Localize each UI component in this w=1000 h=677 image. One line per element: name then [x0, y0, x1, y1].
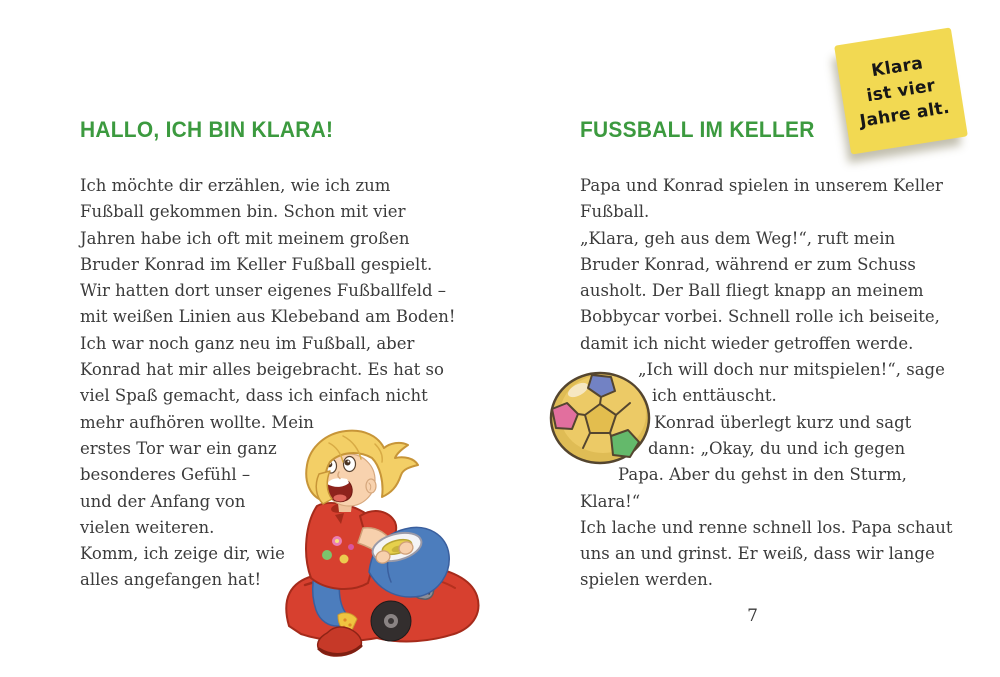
- shirt-flower-yellow: [340, 555, 349, 564]
- body-line: Bruder Konrad im Keller Fußball gespielt.: [80, 254, 433, 274]
- body-line: alles angefangen hat!: [80, 570, 262, 590]
- body-line: Papa. Aber du gehst in den Sturm,: [618, 465, 907, 485]
- body-line: Bobbycar vorbei. Schnell rolle ich beiseite,: [580, 307, 940, 327]
- body-line: mehr aufhören wollte. Mein: [80, 412, 314, 432]
- sticky-note: [834, 27, 968, 154]
- sticky-note-line: ist vier: [865, 75, 937, 107]
- body-line: mit weißen Linien aus Klebeband am Boden!: [80, 307, 456, 327]
- body-line: ich enttäuscht.: [652, 386, 777, 406]
- sticky-note-line: Klara: [870, 53, 925, 82]
- sticky-note-text: [851, 48, 952, 134]
- body-line: dann: „Okay, du und ich gegen: [648, 438, 906, 458]
- right-page-heading: FUSSBALL IM KELLER: [580, 117, 815, 142]
- body-line: Klara!“: [580, 491, 641, 511]
- body-line: Ich lache und renne schnell los. Papa schaut: [580, 517, 953, 537]
- body-line: Ich war noch ganz neu im Fußball, aber: [80, 333, 415, 353]
- body-line: viel Spaß gemacht, dass ich einfach nicht: [80, 386, 428, 406]
- body-line: Wir hatten dort unser eigenes Fußballfeld –: [80, 281, 447, 301]
- body-line: „Ich will doch nur mitspielen!“, sage: [638, 360, 945, 380]
- shirt-flower-green: [322, 550, 332, 560]
- page-number: 7: [747, 605, 758, 626]
- body-line: damit ich nicht wieder getroffen werde.: [580, 333, 914, 353]
- body-line: ausholt. Der Ball fliegt knapp an meinem: [580, 281, 924, 301]
- body-line: Fußball.: [580, 202, 650, 222]
- body-line: besonderes Gefühl –: [80, 465, 251, 485]
- body-line: Konrad überlegt kurz und sagt: [654, 412, 912, 432]
- body-line: uns an und grinst. Er weiß, dass wir lange: [580, 544, 935, 564]
- girl-on-bobbycar-illustration: [283, 420, 495, 663]
- body-line: Konrad hat mir alles beigebracht. Es hat so: [80, 360, 444, 380]
- body-line: Komm, ich zeige dir, wie: [80, 544, 285, 564]
- body-line: vielen weiteren.: [80, 517, 215, 537]
- body-line: und der Anfang von: [80, 491, 246, 511]
- left-page-heading: HALLO, ICH BIN KLARA!: [80, 117, 334, 142]
- body-line: erstes Tor war ein ganz: [80, 438, 277, 458]
- body-line: spielen werden.: [580, 570, 713, 590]
- sticky-note-line: Jahre alt.: [858, 97, 952, 132]
- soccer-ball-illustration: [548, 370, 652, 466]
- body-line: Ich möchte dir erzählen, wie ich zum: [80, 176, 391, 195]
- body-line: Bruder Konrad, während er zum Schuss: [580, 254, 916, 274]
- body-line: Jahren habe ich oft mit meinem großen: [80, 228, 410, 248]
- body-line: „Klara, geh aus dem Weg!“, ruft mein: [580, 228, 896, 248]
- body-line: Papa und Konrad spielen in unserem Keller: [580, 176, 943, 195]
- body-line: Fußball gekommen bin. Schon mit vier: [80, 202, 406, 222]
